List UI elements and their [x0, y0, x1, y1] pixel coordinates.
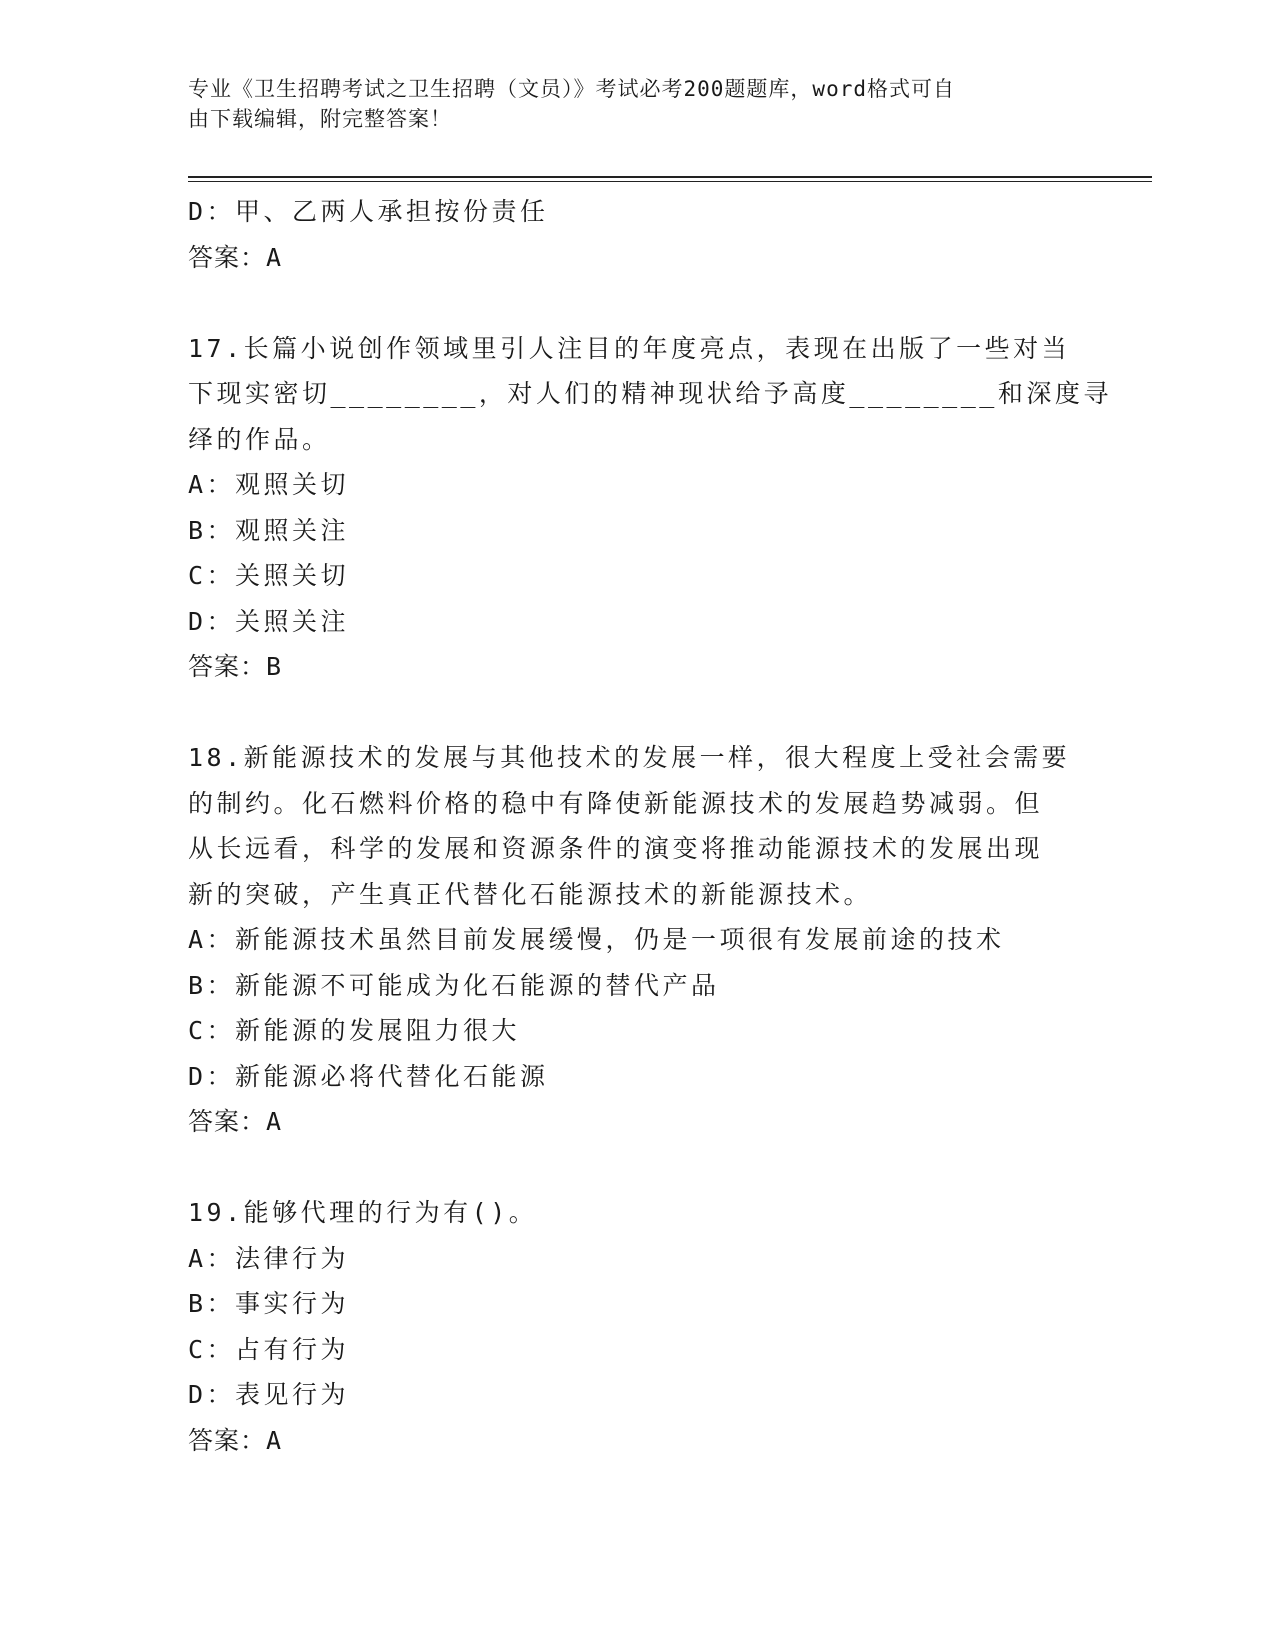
question-stem-line: 19.能够代理的行为有()。	[188, 1198, 538, 1227]
header-line-1: 专业《卫生招聘考试之卫生招聘（文员）》考试必考200题题库，word格式可自	[188, 77, 955, 101]
option-d: D：新能源必将代替化石能源	[188, 1061, 549, 1091]
answer-value: A	[266, 242, 283, 272]
question-stem-line: 新的突破，产生真正代替化石能源技术的新能源技术。	[188, 879, 873, 909]
answer-value: B	[266, 652, 283, 681]
option-b: B：观照关注	[188, 515, 350, 545]
answer-value: A	[266, 1425, 283, 1455]
question-stem-line: 从长远看，科学的发展和资源条件的演变将推动能源技术的发展出现	[188, 834, 1044, 863]
question-content	[188, 189, 1112, 1463]
answer-label: 答案：	[188, 1107, 267, 1136]
option-a: A：新能源技术虽然目前发展缓慢，仍是一项很有发展前途的技术	[188, 925, 1005, 954]
option-c: C：占有行为	[188, 1334, 350, 1364]
answer-label: 答案：	[188, 1425, 267, 1455]
option-a: A：观照关切	[188, 470, 350, 499]
spacer	[188, 690, 1088, 736]
answer-line	[188, 1099, 1088, 1145]
answer-line	[188, 644, 1088, 690]
question-18	[188, 735, 1088, 1145]
header-divider	[188, 176, 1152, 182]
header-line-2: 由下载编辑，附完整答案！	[188, 107, 452, 131]
option-a: A：法律行为	[188, 1243, 350, 1273]
option-c: C：新能源的发展阻力很大	[188, 1016, 521, 1045]
question-17	[188, 326, 1112, 690]
answer-label: 答案：	[188, 652, 267, 681]
question-stem-line: 下现实密切________，对人们的精神现状给予高度________和深度寻	[188, 379, 1112, 408]
question-stem-line: 绎的作品。	[188, 424, 331, 454]
option-d: D：关照关注	[188, 606, 350, 636]
question-19	[188, 1190, 1088, 1463]
question-stem-line: 的制约。化石燃料价格的稳中有降使新能源技术的发展趋势减弱。但	[188, 788, 1044, 818]
spacer	[188, 1145, 1088, 1191]
answer-label: 答案：	[188, 242, 267, 272]
answer-line	[188, 1418, 1088, 1464]
answer-line	[188, 235, 1088, 281]
option-d: D：甲、乙两人承担按份责任	[188, 197, 549, 226]
question-stem-line: 18.新能源技术的发展与其他技术的发展一样，很大程度上受社会需要	[188, 743, 1071, 772]
option-c: C：关照关切	[188, 561, 350, 590]
document-header	[188, 74, 1078, 134]
option-b: B：新能源不可能成为化石能源的替代产品	[188, 970, 720, 1000]
option-b: B：事实行为	[188, 1289, 350, 1318]
question-stem-line: 17.长篇小说创作领域里引人注目的年度亮点，表现在出版了一些对当	[188, 333, 1071, 363]
spacer	[188, 280, 1088, 326]
answer-value: A	[266, 1107, 283, 1136]
option-d: D：表见行为	[188, 1380, 350, 1409]
